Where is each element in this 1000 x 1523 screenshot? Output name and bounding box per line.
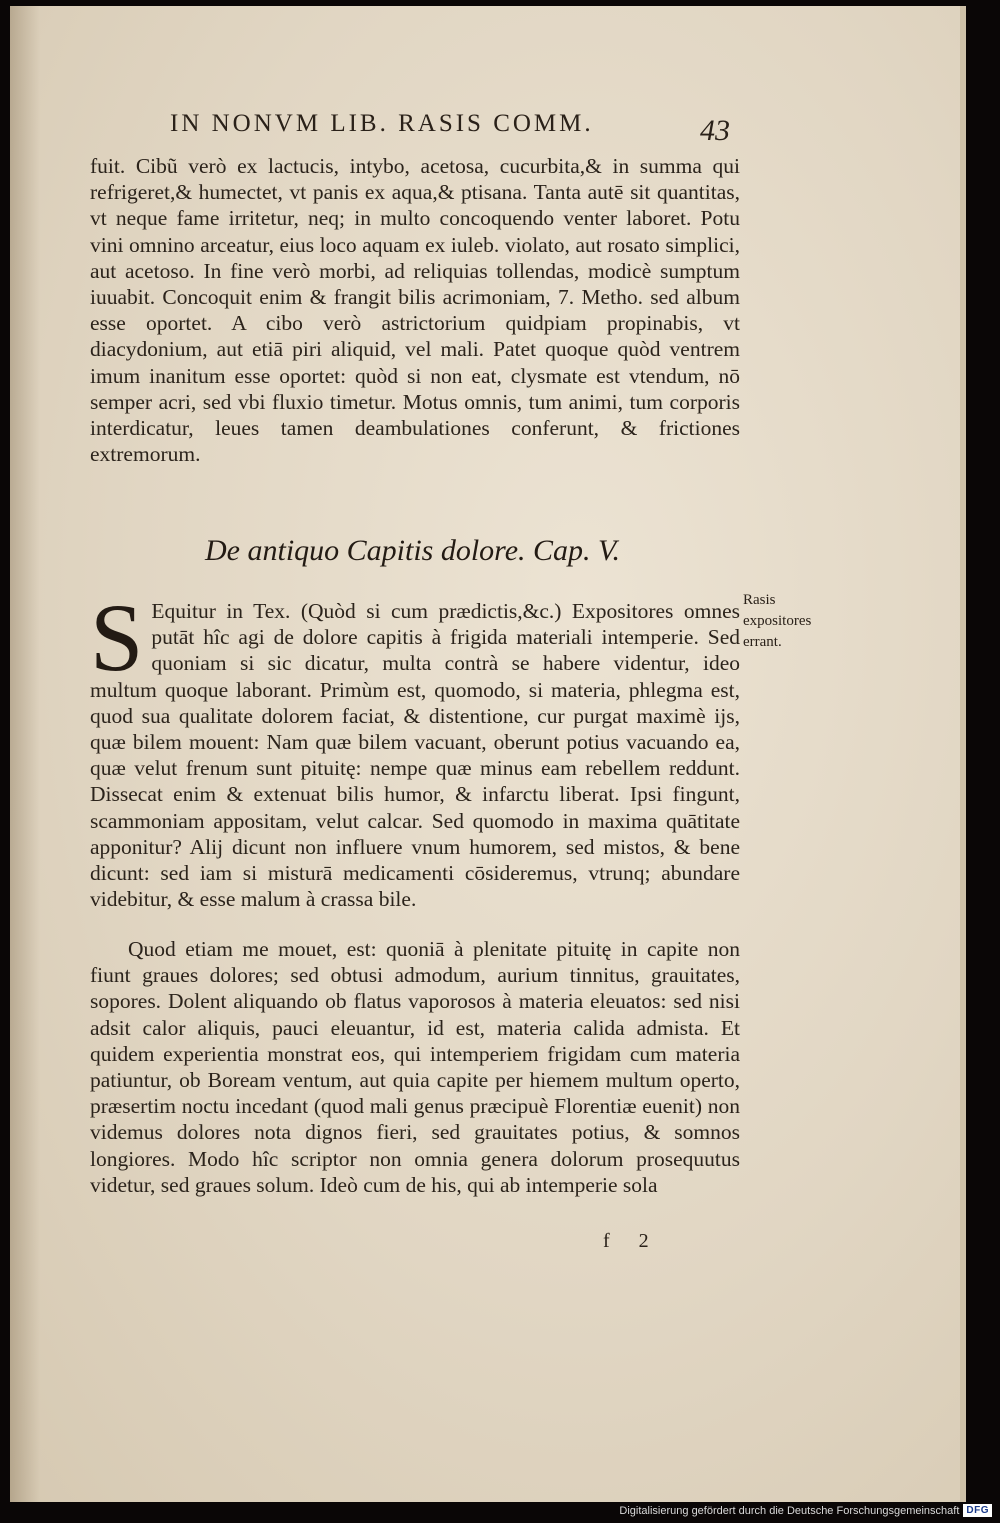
paragraph-3 [90, 936, 740, 1198]
signature-mark: f 2 [603, 1230, 661, 1252]
gutter-shadow [10, 6, 40, 1502]
page-number: 43 [700, 114, 730, 147]
paragraph-1 [90, 153, 740, 467]
paragraph-3-text: Quod etiam me mouet, est: quoniā à plenitate pituitę in capite non fiunt graues dolores; sed obtusi admodum, aurium tinnitus, grauitates, sopores. Dolent aliquando ob flatus vaporosos à materia eleuatos: sed nisi adsit calor aliquis, pauci eleuantur, id est, materia calida admista. Et quidem experientia monstrat eos, qui intemperiem frigidam cum materia patiuntur, ob Boream ventum, aut quia capite per hiemem multum operto, præsertim noctu incedant (quod mali genus præcipuè Florentiæ euenit) non videmus dolores nota dignos fieri, sed grauitates potius, & somnos longiores. Modo hîc scriptor non omnia genera dolorum prosequutus videtur, sed graues solum. Ideò cum de his, qui ab intemperie sola [90, 937, 740, 1197]
margin-note: Rasis expositores errant. [743, 592, 812, 650]
paragraph-1-text: fuit. Cibũ verò ex lactucis, intybo, acetosa, cucurbita,& in summa qui refrigeret,& humectet, vt panis ex aqua,& ptisana. Tanta autē sit quantitas, vt neque fame irritetur, neq; in multo concoquendo venter laboret. Potu vini omnino arceatur, eius loco aquam ex iuleb. violato, aut rosato simplici, aut acetoso. In fine verò morbi, ad reliquias tollendas, modicè sumptum iuuabit. Concoquit enim & frangit bilis acrimoniam, 7. Metho. sed album esse oportet. A cibo verò astrictorium quidpiam propinabis, vt diacydonium, aut etiā piri aliquid, vel mali. Patet quoque quòd ventrem imum inanitum esse oportet: quòd si non eat, clysmate est vtendum, nō semper acri, sed vbi fluxio timetur. Motus omnis, tum animi, tum corporis interdicatur, leues tamen deambulationes conferunt, & frictiones extremorum. [90, 154, 740, 467]
paragraph-2-text: Equitur in Tex. (Quòd si cum prædictis,&c.) Expositores omnes putāt hîc agi de dolore capitis à frigida materiali intemperie. Sed quoniam si sic dicatur, multa contrà se habere videntur, ideo multum quoque laborant. Primùm est, quomodo, si materia, phlegma est, quod sua qualitate dolorem faciat, & distentione, cur purgat maximè ijs, quæ bilem mouent: Nam quæ bilem vacuant, oberunt potius vacuando ea, quæ velut frenum sunt pituitę: nempe quæ minus eam rebellem reddunt. Dissecat enim & extenuat bilis humor, & infarctu liberat. Ipsi fingunt, scammoniam appositam, velut calcar. Sed quomodo in maxima quātitate apponitur? Alij dicunt non influere vnum humorem, sed mistos, & bene dicunt: sed iam si misturā medicamenti cōsideremus, vtrunq; abundare videbitur, & esse malum à crassa bile. [90, 599, 740, 912]
dfg-logo-icon: DFG [963, 1504, 992, 1517]
chapter-heading: De antiquo Capitis dolore. Cap. V. [205, 534, 621, 567]
dfg-credit [619, 1504, 992, 1517]
dfg-credit-text: Digitalisierung gefördert durch die Deutsche Forschungsgemeinschaft [619, 1504, 960, 1517]
paragraph-2 [90, 584, 740, 912]
drop-cap: S [90, 584, 144, 691]
book-page [10, 6, 966, 1502]
running-title: IN NONVM LIB. RASIS COMM. [170, 110, 594, 137]
